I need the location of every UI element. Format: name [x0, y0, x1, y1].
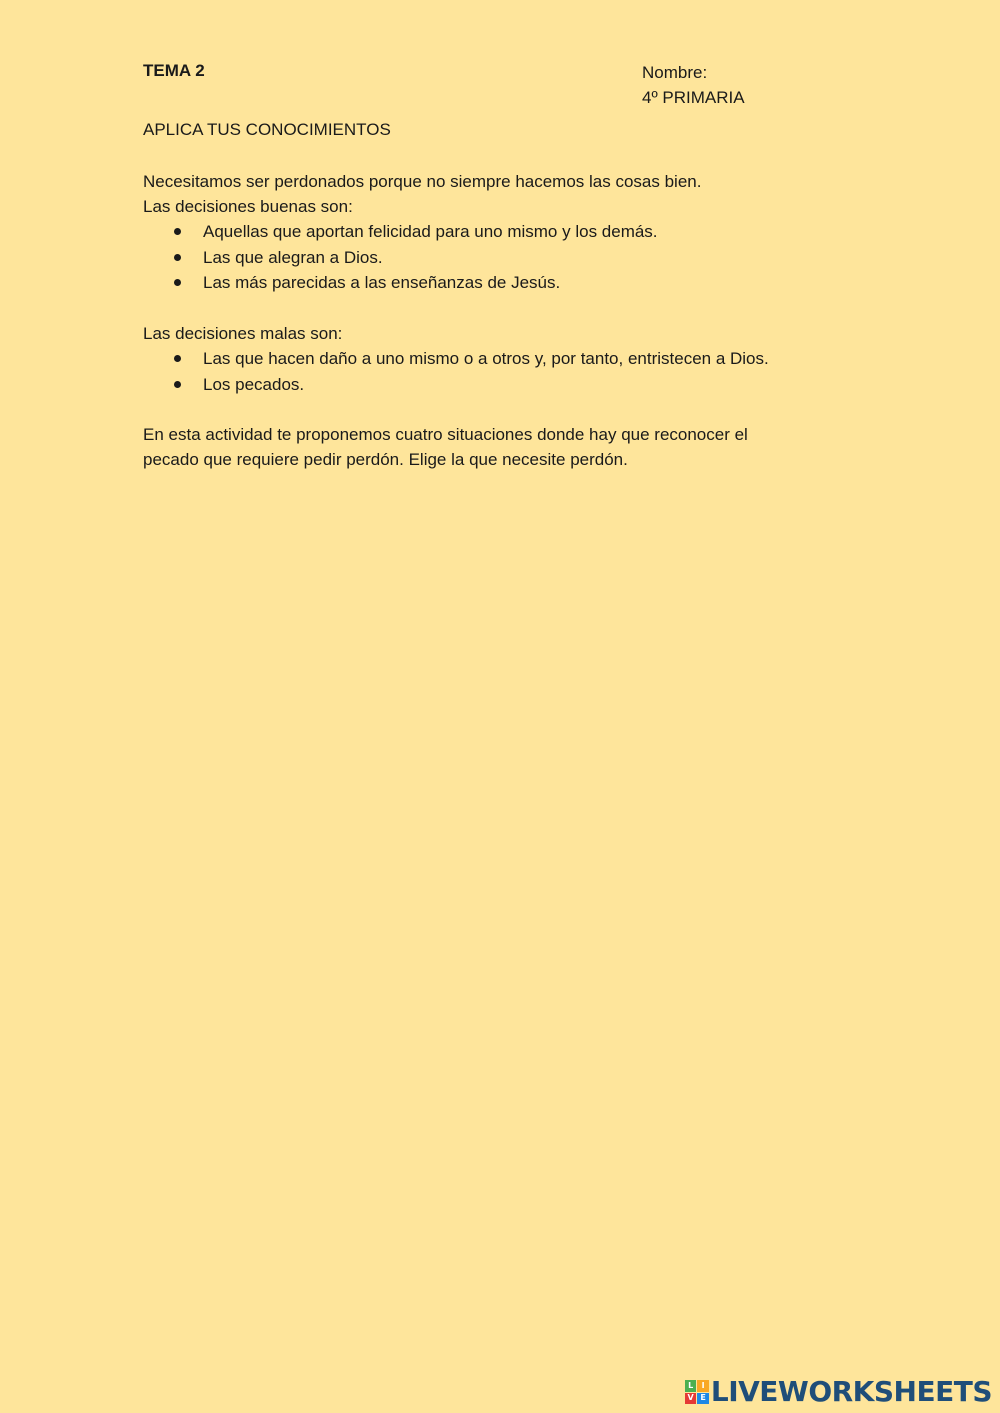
bullet-icon	[174, 355, 181, 362]
activity-line-2: pecado que requiere pedir perdón. Elige la que necesite perdón.	[143, 450, 628, 470]
logo-tile: I	[697, 1380, 709, 1392]
content-body	[143, 169, 843, 473]
list-item: Aquellas que aportan felicidad para uno mismo y los demás.	[143, 219, 843, 245]
logo-tile: E	[697, 1393, 709, 1405]
student-info	[642, 60, 745, 110]
grade-label: 4º PRIMARIA	[642, 88, 745, 107]
list-item: Las más parecidas a las enseñanzas de Jesús.	[143, 270, 843, 296]
good-decisions-list	[143, 219, 843, 296]
list-item: Las que alegran a Dios.	[143, 245, 843, 271]
liveworksheets-brand[interactable]	[685, 1377, 992, 1407]
intro-line-2: Las decisiones buenas son:	[143, 197, 353, 217]
bullet-icon	[174, 381, 181, 388]
page-title: TEMA 2	[143, 61, 205, 80]
bullet-icon	[174, 228, 181, 235]
logo-tile: V	[685, 1393, 697, 1405]
bullet-icon	[174, 254, 181, 261]
name-label: Nombre:	[642, 63, 708, 82]
activity-line-1: En esta actividad te proponemos cuatro situaciones donde hay que reconocer el	[143, 425, 748, 445]
list-item: Los pecados.	[143, 372, 843, 398]
brand-wordmark: LIVEWORKSHEETS	[710, 1375, 992, 1408]
liveworksheets-logo-icon	[685, 1380, 709, 1404]
bullet-icon	[174, 279, 181, 286]
intro-line-1: Necesitamos ser perdonados porque no siempre hacemos las cosas bien.	[143, 172, 702, 191]
logo-tile: L	[685, 1380, 697, 1392]
bad-decisions-list	[143, 346, 843, 397]
section-subtitle: APLICA TUS CONOCIMIENTOS	[143, 120, 391, 139]
bad-decisions-heading: Las decisiones malas son:	[143, 323, 343, 343]
list-item: Las que hacen daño a uno mismo o a otros y, por tanto, entristecen a Dios.	[143, 346, 843, 372]
